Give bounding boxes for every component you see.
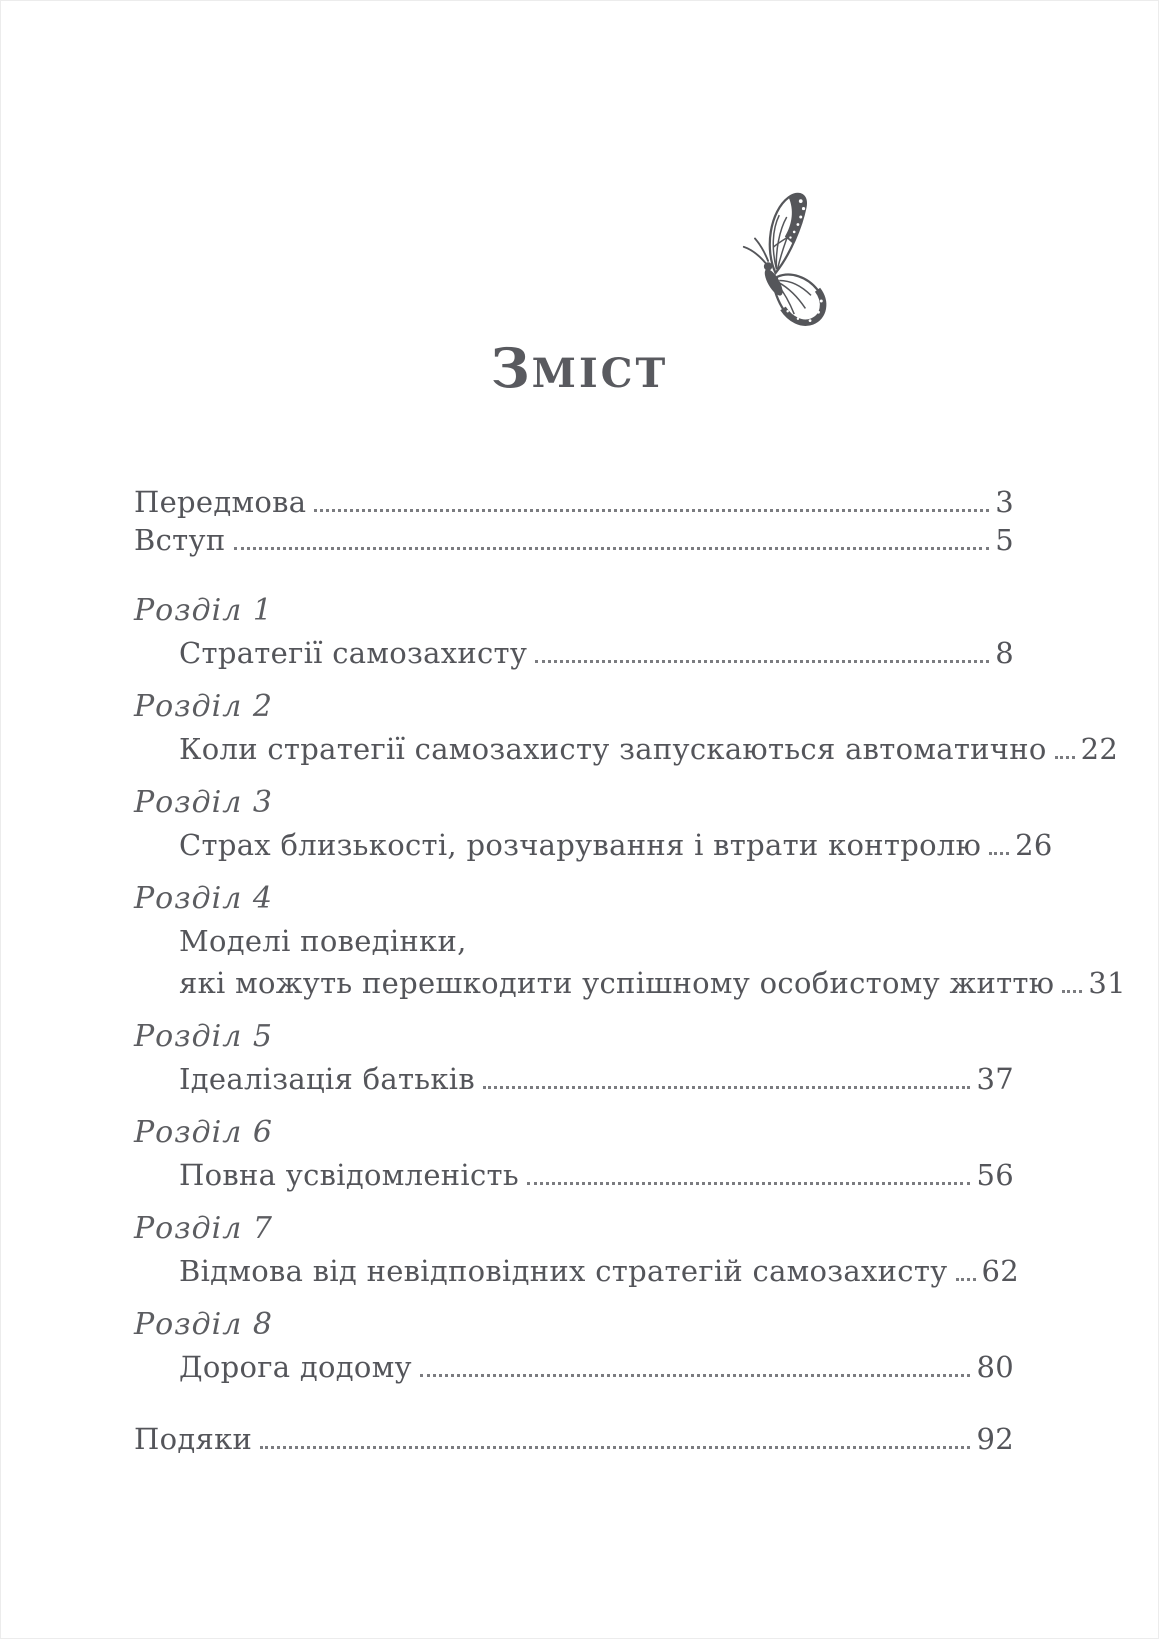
chapter-heading: Розділ 7 xyxy=(134,1211,273,1246)
chapter-heading: Розділ 6 xyxy=(134,1115,273,1150)
toc-row xyxy=(134,1250,1020,1292)
toc-page-number: 26 xyxy=(1015,828,1053,862)
toc-page-number: 56 xyxy=(976,1158,1014,1192)
toc-entry-label: Подяки xyxy=(134,1422,253,1456)
toc-row xyxy=(134,1058,1014,1100)
toc-chapter xyxy=(134,1016,1014,1100)
dot-leader xyxy=(483,1086,970,1089)
toc-page-number: 31 xyxy=(1088,966,1126,1000)
toc-row xyxy=(134,632,1014,674)
toc-back-items xyxy=(134,1420,1014,1458)
toc-row xyxy=(134,521,1014,559)
toc-row xyxy=(134,483,1014,521)
toc-page-number: 8 xyxy=(995,636,1014,670)
toc-row xyxy=(134,824,1053,866)
chapter-heading: Розділ 1 xyxy=(134,593,273,628)
toc-chapter xyxy=(134,1208,1020,1292)
dot-leader xyxy=(1062,990,1082,993)
dot-leader xyxy=(314,509,989,512)
toc-row xyxy=(134,962,1126,1004)
chapter-heading: Розділ 4 xyxy=(134,881,273,916)
page-title-initial: З xyxy=(490,336,532,401)
toc-page-number: 80 xyxy=(976,1350,1014,1384)
toc-page-number: 22 xyxy=(1080,732,1119,766)
dot-leader xyxy=(260,1446,970,1449)
toc-entry-label: Відмова від невідповідних стратегій самозахисту xyxy=(179,1254,948,1288)
dot-leader xyxy=(234,547,990,550)
dot-leader xyxy=(989,852,1009,855)
toc-chapter xyxy=(134,782,1053,866)
toc-chapter xyxy=(134,686,1119,770)
dot-leader xyxy=(420,1374,971,1377)
chapter-heading: Розділ 2 xyxy=(134,689,273,724)
toc-entry-label: Ідеалізація батьків xyxy=(179,1062,476,1096)
page-title-smallcaps: МІСТ xyxy=(531,350,669,398)
toc-chapters xyxy=(134,590,1126,1388)
chapter-heading: Розділ 5 xyxy=(134,1019,273,1054)
toc-page-number: 92 xyxy=(976,1422,1014,1456)
toc-chapter xyxy=(134,1112,1014,1196)
toc-page-number: 62 xyxy=(981,1254,1020,1288)
dot-leader xyxy=(535,660,989,663)
toc-entry-label: які можуть перешкодити успішному особистому життю xyxy=(179,966,1055,1000)
toc-entry-label: Стратегії самозахисту xyxy=(179,636,528,670)
dot-leader xyxy=(956,1278,976,1281)
chapter-heading: Розділ 3 xyxy=(134,785,273,820)
toc-row xyxy=(134,1154,1014,1196)
toc-chapter xyxy=(134,1304,1014,1388)
toc-list xyxy=(134,483,1126,1458)
toc-chapter xyxy=(134,590,1014,674)
toc-row xyxy=(134,1346,1014,1388)
toc-row xyxy=(134,1420,1014,1458)
chapter-title-line: Моделі поведінки, xyxy=(179,924,467,958)
butterfly-icon xyxy=(735,189,831,329)
chapter-heading: Розділ 8 xyxy=(134,1307,273,1342)
toc-page-number: 3 xyxy=(995,485,1014,519)
toc-entry-label: Коли стратегії самозахисту запускаються автоматично xyxy=(179,732,1047,766)
toc-entry-label: Повна усвідомленість xyxy=(179,1158,519,1192)
toc-page-number: 5 xyxy=(995,523,1014,557)
toc-entry-label: Дорога додому xyxy=(179,1350,412,1384)
toc-row xyxy=(134,728,1119,770)
toc-entry-label: Страх близькості, розчарування і втрати контролю xyxy=(179,828,982,862)
dot-leader xyxy=(527,1182,971,1185)
toc-page-number: 37 xyxy=(976,1062,1014,1096)
dot-leader xyxy=(1055,756,1075,759)
toc-chapter xyxy=(134,878,1126,1004)
toc-entry-label: Передмова xyxy=(134,485,307,519)
page-title xyxy=(1,336,1158,404)
toc-entry-label: Вступ xyxy=(134,523,226,557)
toc-front-items xyxy=(134,483,1014,559)
